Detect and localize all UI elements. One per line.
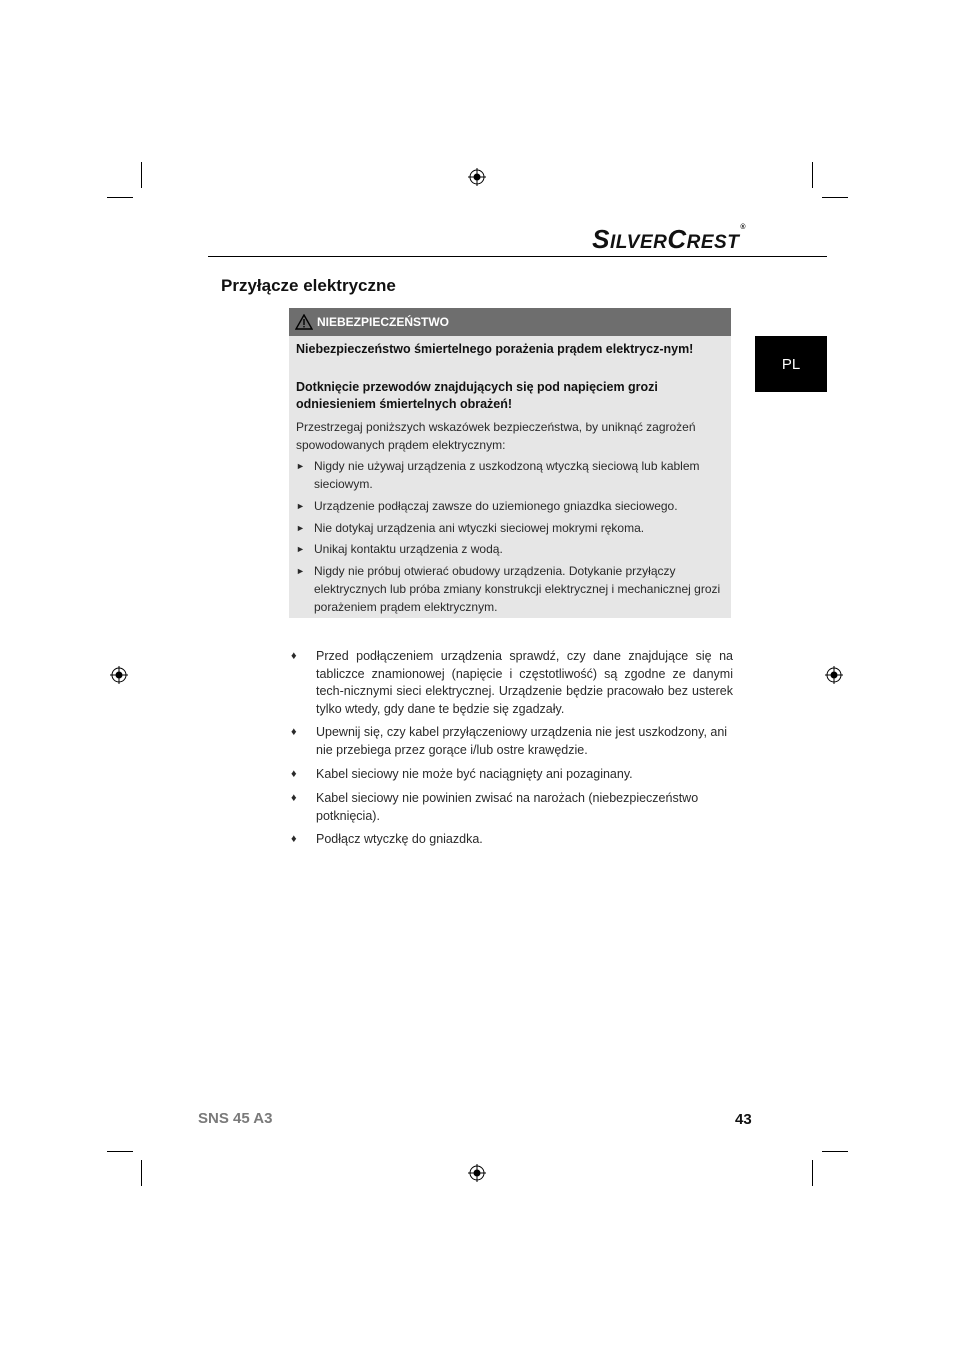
crop-mark [107,197,133,198]
brand-initial: C [667,224,687,254]
warning-bold-line: Dotknięcie przewodów znajdujących się pod napięciem grozi odniesieniem śmiertelnych obrażeń! [296,380,658,411]
diamond-bullet-icon: ♦ [291,792,297,804]
instruction-text: Podłącz wtyczkę do gniazdka. [316,832,483,846]
registration-mark-icon [468,1164,486,1182]
crop-mark [141,162,142,188]
diamond-bullet-icon: ♦ [291,833,297,845]
warning-intro: Przestrzegaj poniższych wskazówek bezpieczeństwa, by uniknąć zagrożeń spowodowanych prądem elektrycznym: [296,420,696,452]
arrow-bullet-icon: ► [296,461,305,471]
page-number: 43 [735,1111,752,1128]
diamond-bullet-icon: ♦ [291,726,297,738]
arrow-bullet-icon: ► [296,544,305,554]
warning-heading: NIEBEZPIECZEŃSTWO [317,315,450,329]
registered-mark: ® [740,224,746,231]
registration-mark-icon [468,168,486,186]
language-tab: PL [755,336,827,392]
warning-item-text: Nie dotykaj urządzenia ani wtyczki sieciowej mokrymi rękoma. [314,521,645,535]
warning-bold-line: Niebezpieczeństwo śmiertelnego porażenia prądem elektrycz-nym! [296,342,694,356]
crop-mark [107,1151,133,1152]
brand-logo [592,224,746,255]
diamond-bullet-icon: ♦ [291,650,297,662]
instruction-text: Kabel sieciowy nie powinien zwisać na narożach (niebezpieczeństwo potknięcia). [316,791,699,823]
crop-mark [812,162,813,188]
warning-item-text: Urządzenie podłączaj zawsze do uziemionego gniazdka sieciowego. [314,499,678,513]
header-rule [208,256,827,257]
warning-header [289,308,731,336]
footer-model: SNS 45 A3 [198,1110,273,1127]
crop-mark [812,1160,813,1186]
instruction-text: Upewnij się, czy kabel przyłączeniowy urządzenia nie jest uszkodzony, ani nie przebiega przez gorące i/lub ostre krawędzie. [316,725,728,757]
instruction-text: Przed podłączeniem urządzenia sprawdź, czy dane znajdujące się na tabliczce znamionowej (napięcie i częstotliwość) są zgodne ze danymi tech-nicznymi sieci elektrycznej. Urządzenie będzie pracowało bez usterek tylko wtedy, gdy dane te będzie się zgadzały. [316,649,733,716]
diamond-bullet-icon: ♦ [291,768,297,780]
warning-item-text: Nigdy nie próbuj otwierać obudowy urządzenia. Dotykanie przyłączy elektrycznych lub próba zmiany konstrukcji elektrycznej i mechanicznej grozi porażeniem prądem elektrycznym. [314,564,721,614]
registration-mark-icon [825,666,843,684]
crop-mark [822,1151,848,1152]
page-title: Przyłącze elektryczne [221,276,396,295]
registration-mark-icon [110,666,128,684]
warning-triangle-icon [295,314,313,330]
warning-item-text: Unikaj kontaktu urządzenia z wodą. [314,542,503,556]
arrow-bullet-icon: ► [296,501,305,511]
warning-box [289,308,731,618]
instruction-text: Kabel sieciowy nie może być naciągnięty ani pozaginany. [316,767,633,781]
crop-mark [141,1160,142,1186]
arrow-bullet-icon: ► [296,566,305,576]
brand-text: ILVER [609,232,668,253]
arrow-bullet-icon: ► [296,523,305,533]
brand-initial: S [592,224,610,254]
warning-item-text: Nigdy nie używaj urządzenia z uszkodzoną wtyczką sieciową lub kablem sieciowym. [314,459,700,491]
brand-text: REST [686,232,740,253]
crop-mark [822,197,848,198]
